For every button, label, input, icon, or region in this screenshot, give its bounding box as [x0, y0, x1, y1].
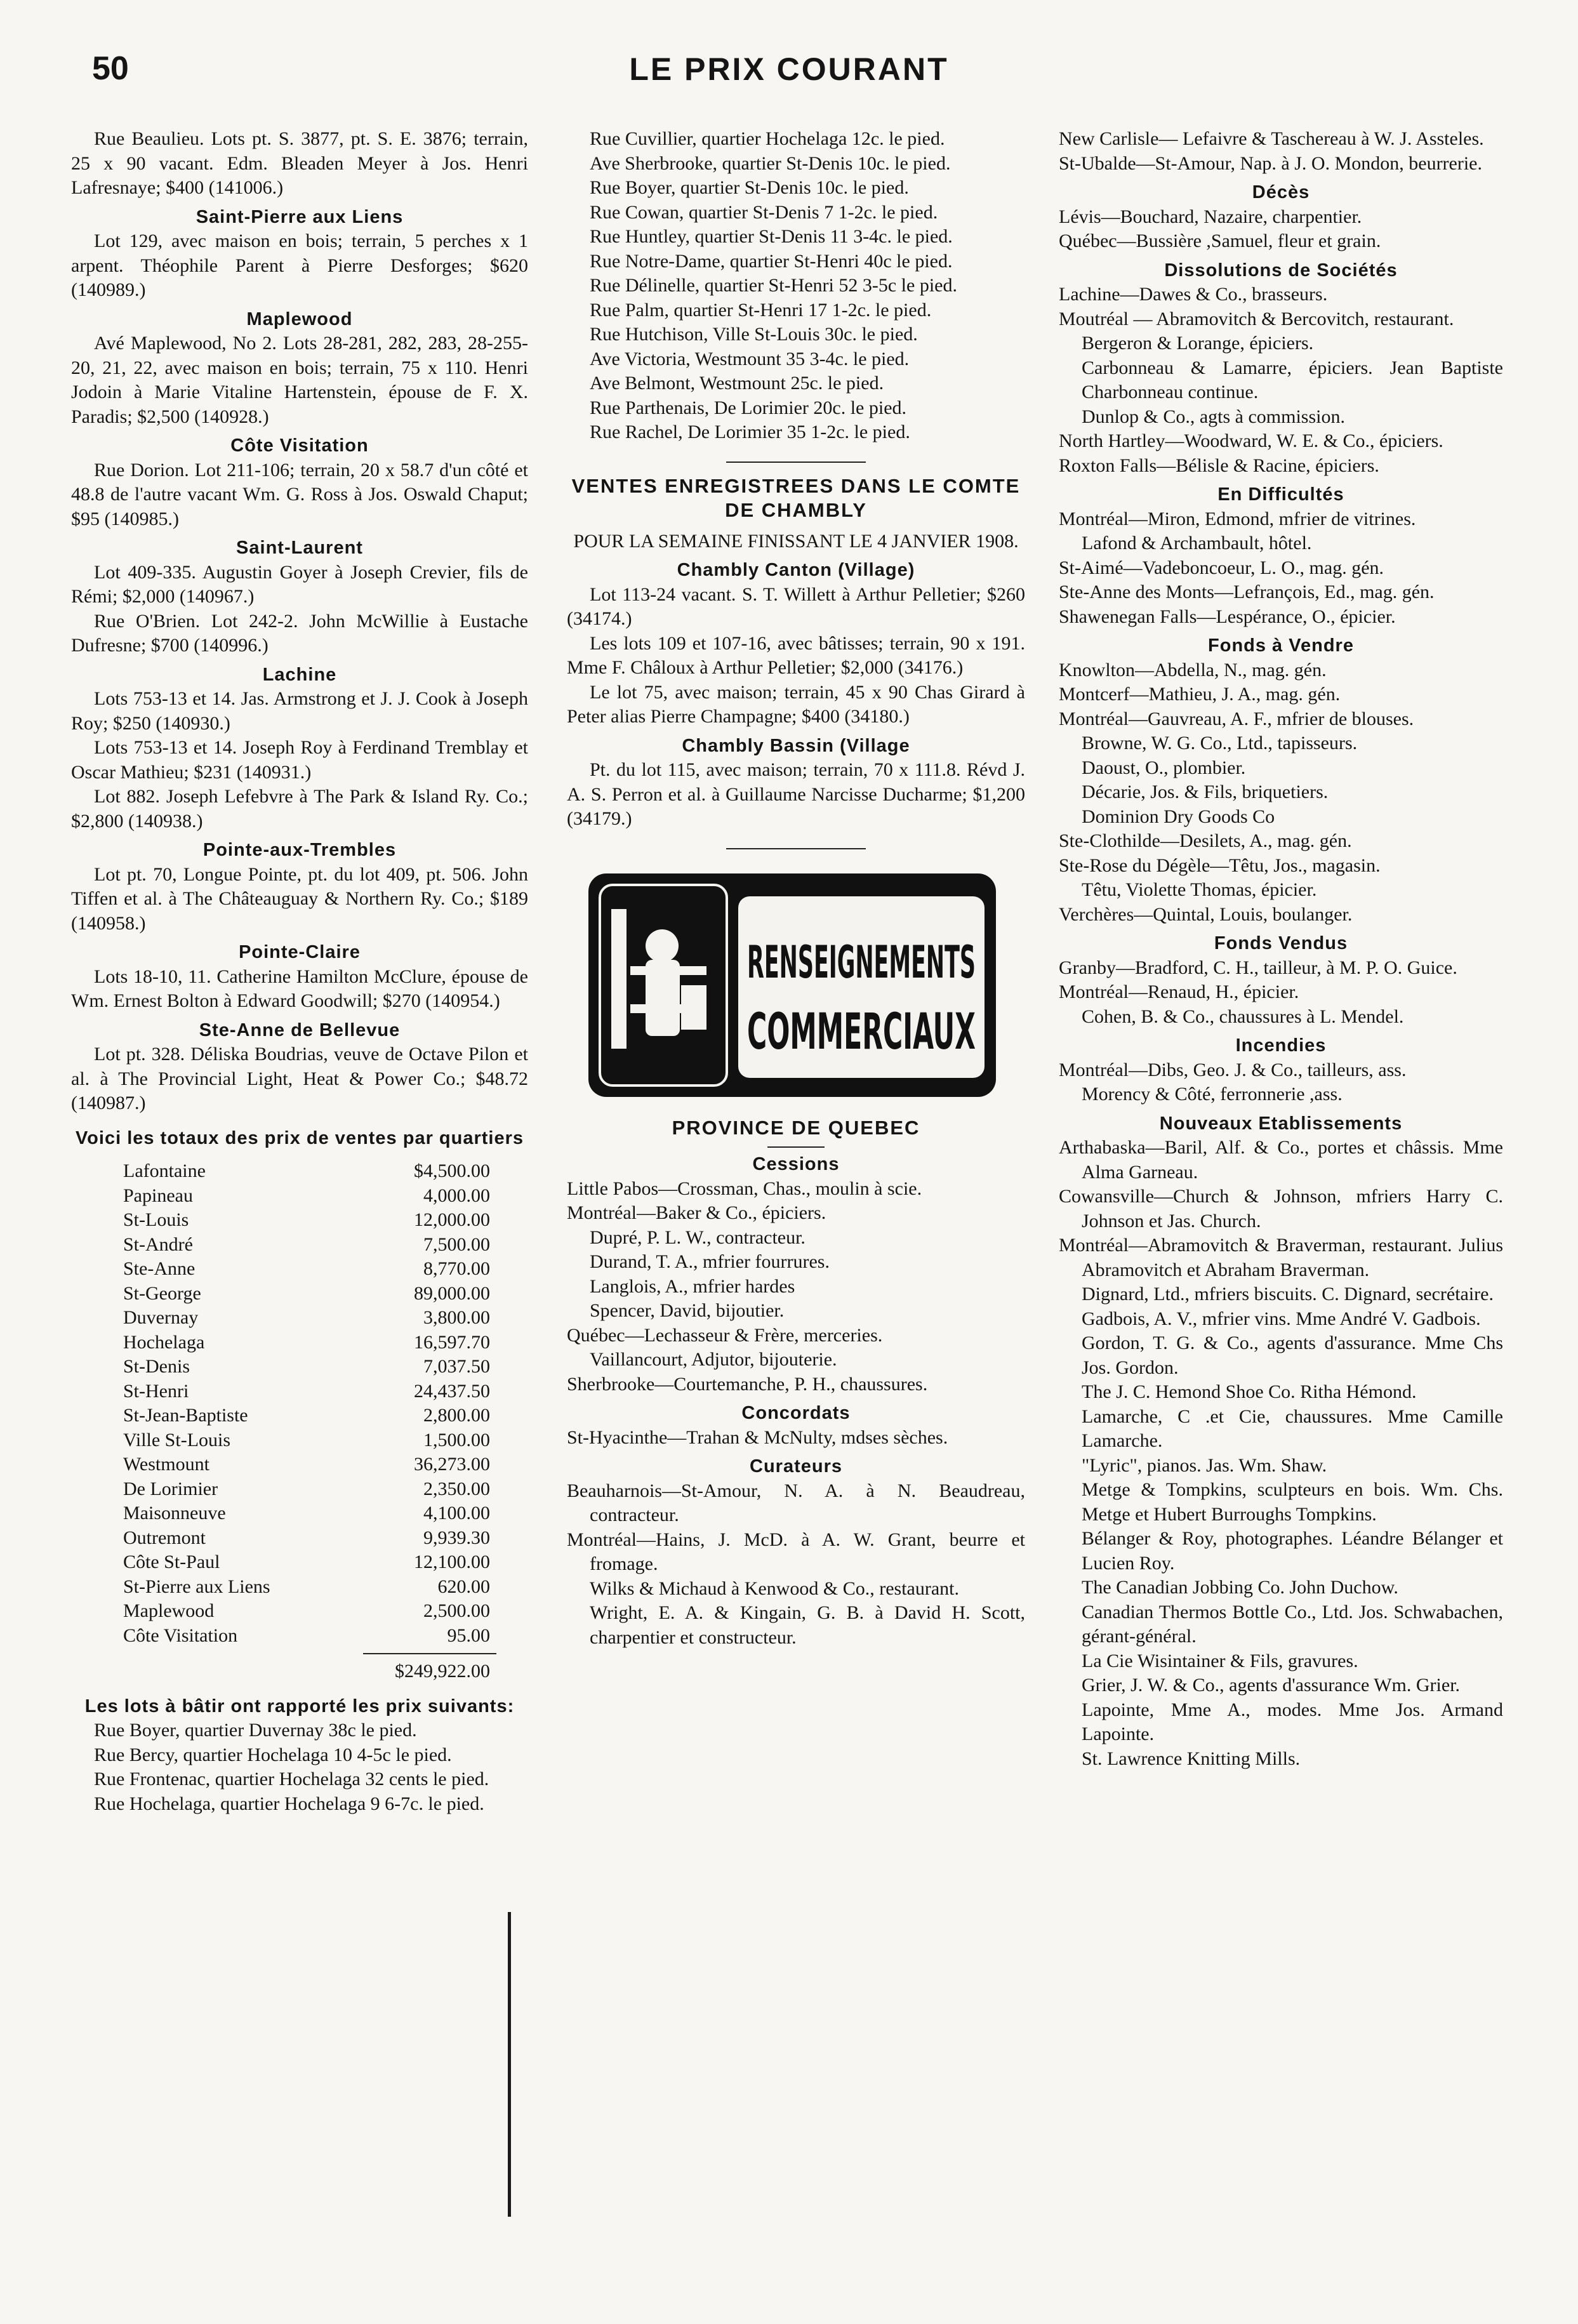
- totals-row: [71, 1282, 490, 1306]
- section-heading: Concordats: [741, 1403, 851, 1423]
- lot-price: Rue Cowan, quartier St-Denis 7 1-2c. le pied.: [590, 201, 938, 223]
- business-entry: Daoust, O., plombier.: [1082, 757, 1246, 778]
- business-entry: Montréal—Abramovitch & Braverman, restaurant. Julius Abramovitch et Abraham Braverman.: [1059, 1235, 1503, 1280]
- section-heading: Nouveaux Etablissements: [1159, 1113, 1403, 1134]
- quartier-name: St-Denis: [123, 1356, 190, 1377]
- quartier-name: St-Pierre aux Liens: [123, 1576, 270, 1597]
- quartier-value: 7,500.00: [423, 1233, 490, 1255]
- quartier-value: 9,939.30: [423, 1527, 490, 1548]
- quartier-value: 4,000.00: [423, 1185, 490, 1206]
- section-heading: Fonds à Vendre: [1208, 635, 1354, 656]
- sale-entry: Lot 129, avec maison en bois; terrain, 5 perches x 1 arpent. Théophile Parent à Pierre Desforges; $620 (140989.): [71, 230, 528, 300]
- quartier-name: Maisonneuve: [123, 1503, 226, 1524]
- quartier-value: 95.00: [447, 1624, 490, 1646]
- quartier-value: 8,770.00: [423, 1258, 490, 1279]
- business-entry: Ste-Rose du Dégèle—Têtu, Jos., magasin.: [1059, 854, 1381, 876]
- sale-entry: Lots 753-13 et 14. Jas. Armstrong et J. J. Cook à Joseph Roy; $250 (140930.): [71, 688, 528, 734]
- totals-row: [71, 1526, 490, 1551]
- quartier-value: 2,500.00: [423, 1600, 490, 1621]
- quartier-value: 2,350.00: [423, 1478, 490, 1499]
- totals-row: [71, 1233, 490, 1258]
- totals-row: [71, 1501, 490, 1526]
- totals-row: [71, 1624, 490, 1649]
- totals-row: [71, 1575, 490, 1600]
- logo-line-2: COMMERCIAUX: [747, 1003, 976, 1061]
- section-rule: [726, 848, 866, 849]
- section-heading: Lachine: [262, 664, 337, 685]
- business-entry: Morency & Côté, ferronnerie ,ass.: [1082, 1084, 1343, 1105]
- business-entry: St. Lawrence Knitting Mills.: [1082, 1748, 1301, 1769]
- lot-price: Rue Boyer, quartier St-Denis 10c. le pied.: [590, 177, 909, 198]
- business-entry: Montréal—Gauvreau, A. F., mfrier de blouses.: [1059, 708, 1414, 729]
- section-heading: Chambly Bassin (Village: [682, 735, 910, 756]
- column-3: [1059, 127, 1503, 1771]
- business-entry: Beauharnois—St-Amour, N. A. à N. Beaudreau, contracteur.: [567, 1480, 1025, 1525]
- business-entry: Têtu, Violette Thomas, épicier.: [1082, 879, 1317, 900]
- chambly-heading: VENTES ENREGISTREES DANS LE COMTE DE CHAMBLY: [571, 474, 1021, 521]
- sale-entry: Lots 18-10, 11. Catherine Hamilton McClure, épouse de Wm. Ernest Bolton à Edward Goodwill; $270 (140954.): [71, 966, 528, 1011]
- business-entry: Lafond & Archambault, hôtel.: [1082, 533, 1312, 554]
- lot-price: Rue Cuvillier, quartier Hochelaga 12c. le pied.: [590, 128, 945, 149]
- quartier-name: Lafontaine: [123, 1160, 206, 1181]
- totals-row: [71, 1208, 490, 1233]
- business-entry: Lévis—Bouchard, Nazaire, charpentier.: [1059, 206, 1362, 227]
- quartier-name: Ste-Anne: [123, 1258, 196, 1279]
- sales-sections: [71, 205, 528, 1116]
- section-heading: Ste-Anne de Bellevue: [199, 1019, 401, 1040]
- business-entry: Verchères—Quintal, Louis, boulanger.: [1059, 903, 1353, 925]
- lot-price: Rue Bercy, quartier Hochelaga 10 4-5c le pied.: [94, 1744, 452, 1765]
- section-heading: Cessions: [752, 1154, 840, 1174]
- quartier-value: 16,597.70: [414, 1331, 490, 1353]
- business-entry: Décarie, Jos. & Fils, briquetiers.: [1082, 781, 1329, 802]
- business-entry: New Carlisle— Lefaivre & Taschereau à W. J. Assteles.: [1059, 128, 1484, 149]
- quartier-value: 4,100.00: [423, 1503, 490, 1524]
- page-number: 50: [92, 50, 129, 87]
- business-entry: Gordon, T. G. & Co., agents d'assurance. Mme Chs Jos. Gordon.: [1082, 1332, 1503, 1378]
- business-entry: Dunlop & Co., agts à commission.: [1082, 406, 1345, 427]
- quartier-value: 12,000.00: [414, 1209, 490, 1230]
- business-entry: Shawenegan Falls—Lespérance, O., épicier.: [1059, 606, 1396, 627]
- totals-row: [71, 1184, 490, 1209]
- lot-price: Rue Boyer, quartier Duvernay 38c le pied.: [94, 1720, 417, 1741]
- logo-svg: [586, 871, 998, 1099]
- business-entry: Bergeron & Lorange, épiciers.: [1082, 333, 1314, 354]
- business-entry: Langlois, A., mfrier hardes: [590, 1275, 795, 1297]
- business-entry: Bélanger & Roy, photographes. Léandre Bélanger et Lucien Roy.: [1082, 1528, 1503, 1574]
- column-2: [567, 127, 1025, 1650]
- quartier-name: St-George: [123, 1282, 201, 1304]
- business-entry: Roxton Falls—Bélisle & Racine, épiciers.: [1059, 455, 1379, 476]
- business-entry: Lamarche, C .et Cie, chaussures. Mme Camille Lamarche.: [1082, 1405, 1503, 1451]
- section-heading: En Difficultés: [1217, 484, 1344, 505]
- intro-paragraph: Rue Beaulieu. Lots pt. S. 3877, pt. S. E. 3876; terrain, 25 x 90 vacant. Edm. Bleaden Meyer à Jos. Henri Lafresnaye; $400 (141006.): [71, 128, 528, 198]
- section-heading: Saint-Pierre aux Liens: [196, 206, 404, 227]
- business-entry: Durand, T. A., mfrier fourrures.: [590, 1251, 830, 1272]
- business-entry: St-Hyacinthe—Trahan & McNulty, mdses sèches.: [567, 1426, 948, 1448]
- totals-row: [71, 1550, 490, 1575]
- quartier-name: Westmount: [123, 1454, 209, 1475]
- lot-price: Ave Sherbrooke, quartier St-Denis 10c. le pied.: [590, 152, 951, 174]
- quartier-value: 3,800.00: [423, 1307, 490, 1328]
- section-heading: Pointe-Claire: [239, 942, 361, 962]
- lot-price: Rue Notre-Dame, quartier St-Henri 40c le pied.: [590, 250, 953, 272]
- business-sections: [1059, 180, 1503, 1771]
- sale-entry: Les lots 109 et 107-16, avec bâtisses; terrain, 90 x 191. Mme F. Châloux à Arthur Pelletier; $2,000 (34176.): [567, 632, 1025, 678]
- quartier-value: 12,100.00: [414, 1551, 490, 1572]
- lot-price: Rue Hutchison, Ville St-Louis 30c. le pied.: [590, 324, 918, 345]
- totals-row: [71, 1379, 490, 1404]
- business-entry: Montréal—Miron, Edmond, mfrier de vitrines.: [1059, 508, 1416, 529]
- section-rule: [767, 1146, 825, 1148]
- business-entry: Cowansville—Church & Johnson, mfriers Harry C. Johnson et Jas. Church.: [1059, 1186, 1503, 1232]
- business-entry: Arthabaska—Baril, Alf. & Co., portes et châssis. Mme Alma Garneau.: [1059, 1137, 1503, 1183]
- totals-row: [71, 1257, 490, 1282]
- quartier-name: Côte St-Paul: [123, 1551, 220, 1572]
- business-entry: Cohen, B. & Co., chaussures à L. Mendel.: [1082, 1006, 1404, 1027]
- totals-row: [71, 1159, 490, 1184]
- business-entry: Montcerf—Mathieu, J. A., mag. gén.: [1059, 684, 1341, 705]
- quartier-name: Côte Visitation: [123, 1624, 238, 1646]
- business-entry: Montréal—Baker & Co., épiciers.: [567, 1202, 826, 1223]
- totals-row: [71, 1404, 490, 1428]
- quartier-name: St-Henri: [123, 1380, 189, 1402]
- section-heading: Maplewood: [246, 309, 353, 329]
- chambly-sections: [567, 558, 1025, 832]
- section-heading: Côte Visitation: [230, 435, 369, 456]
- sale-entry: Lots 753-13 et 14. Joseph Roy à Ferdinand Tremblay et Oscar Mathieu; $231 (140931.): [71, 737, 528, 783]
- business-entry: Dominion Dry Goods Co: [1082, 806, 1275, 827]
- quartier-value: 36,273.00: [414, 1454, 490, 1475]
- totals-row: [71, 1452, 490, 1477]
- section-heading: Saint-Laurent: [236, 538, 363, 558]
- section-heading: Incendies: [1235, 1035, 1327, 1056]
- business-entry: Montréal—Hains, J. McD. à A. W. Grant, beurre et fromage.: [567, 1529, 1025, 1574]
- province-heading: PROVINCE DE QUEBEC: [672, 1116, 920, 1139]
- column-1: [71, 127, 528, 1816]
- business-entry: Canadian Thermos Bottle Co., Ltd. Jos. Schwabachen, gérant-général.: [1082, 1601, 1503, 1647]
- sale-entry: Lot 882. Joseph Lefebvre à The Park & Island Ry. Co.; $2,800 (140938.): [71, 786, 528, 832]
- business-entry: The Canadian Jobbing Co. John Duchow.: [1082, 1577, 1398, 1598]
- quartier-value: 2,800.00: [423, 1405, 490, 1426]
- quartier-value: $4,500.00: [414, 1160, 490, 1181]
- lots-list: [71, 1718, 528, 1816]
- quartier-name: Hochelaga: [123, 1331, 205, 1353]
- business-entry: Ste-Anne des Monts—Lefrançois, Ed., mag. gén.: [1059, 581, 1435, 602]
- curateurs-continued: [1059, 127, 1503, 176]
- business-entry: Lapointe, Mme A., modes. Mme Jos. Armand Lapointe.: [1082, 1699, 1503, 1744]
- business-entry: Browne, W. G. Co., Ltd., tapisseurs.: [1082, 733, 1358, 754]
- section-heading: Chambly Canton (Village): [677, 560, 915, 580]
- quartier-name: Outremont: [123, 1527, 206, 1548]
- lot-price: Rue Parthenais, De Lorimier 20c. le pied.: [590, 397, 907, 418]
- sale-entry: Pt. du lot 115, avec maison; terrain, 70 x 111.8. Révd J. A. S. Perron et al. à Guillaume Narcisse Ducharme; $1,200 (34179.): [567, 759, 1025, 829]
- quartier-name: St-Louis: [123, 1209, 189, 1230]
- lot-price: Rue Hochelaga, quartier Hochelaga 9 6-7c. le pied.: [94, 1793, 484, 1814]
- lot-price: Rue Rachel, De Lorimier 35 1-2c. le pied.: [590, 422, 910, 442]
- quartier-value: 7,037.50: [423, 1356, 490, 1377]
- business-entry: Carbonneau & Lamarre, épiciers. Jean Baptiste Charbonneau continue.: [1082, 357, 1503, 402]
- section-heading: Pointe-aux-Trembles: [202, 840, 397, 860]
- quartier-name: Maplewood: [123, 1600, 215, 1621]
- running-title: LE PRIX COURANT: [629, 51, 949, 87]
- renseignements-commerciaux-logo: [586, 871, 998, 1099]
- sale-entry: Rue Dorion. Lot 211-106; terrain, 20 x 58.7 d'un côté et 48.8 de l'autre vacant Wm. G. Ross à Jos. Oswald Chaput; $95 (140985.): [71, 459, 528, 529]
- totals-row: [71, 1331, 490, 1355]
- business-entry: St-Aimé—Vadeboncoeur, L. O., mag. gén.: [1059, 557, 1384, 578]
- sale-entry: Lot 113-24 vacant. S. T. Willett à Arthur Pelletier; $260 (34174.): [567, 583, 1025, 629]
- business-entry: Lachine—Dawes & Co., brasseurs.: [1059, 284, 1328, 305]
- business-entry: The J. C. Hemond Shoe Co. Ritha Hémond.: [1082, 1381, 1417, 1402]
- quartier-name: De Lorimier: [123, 1478, 218, 1499]
- business-entry: Metge & Tompkins, sculpteurs en bois. Wm. Chs. Metge et Hubert Burroughs Tompkins.: [1082, 1479, 1503, 1525]
- total-rule: [363, 1653, 496, 1654]
- quartier-value: 89,000.00: [414, 1282, 490, 1304]
- business-entry: "Lyric", pianos. Jas. Wm. Shaw.: [1082, 1454, 1327, 1476]
- totals-row: [71, 1477, 490, 1502]
- business-entry: Wilks & Michaud à Kenwood & Co., restaurant.: [590, 1577, 960, 1599]
- business-entry: Wright, E. A. & Kingain, G. B. à David H. Scott, charpentier et constructeur.: [590, 1602, 1025, 1648]
- sale-entry: Rue O'Brien. Lot 242-2. John McWillie à Eustache Dufresne; $700 (140996.): [71, 610, 528, 656]
- business-entry: Montréal—Dibs, Geo. J. & Co., tailleurs, ass.: [1059, 1059, 1407, 1080]
- quartier-name: Duvernay: [123, 1307, 199, 1328]
- column-rule: [508, 1912, 511, 2217]
- section-rule: [726, 461, 866, 463]
- chambly-week: POUR LA SEMAINE FINISSANT LE 4 JANVIER 1908.: [573, 530, 1019, 552]
- section-heading: Décès: [1252, 182, 1310, 203]
- business-entry: St-Ubalde—St-Amour, Nap. à J. O. Mondon, beurrerie.: [1059, 152, 1483, 174]
- quartier-value: 1,500.00: [423, 1429, 490, 1451]
- sale-entry: Lot pt. 70, Longue Pointe, pt. du lot 409, pt. 506. John Tiffen et al. à The Châteauguay & Northern Ry. Co.; $189 (140958.): [71, 863, 528, 934]
- section-heading: Curateurs: [750, 1456, 842, 1477]
- business-entry: Gadbois, A. V., mfrier vins. Mme André V. Gadbois.: [1082, 1308, 1481, 1329]
- business-entry: Montréal—Renaud, H., épicier.: [1059, 981, 1299, 1002]
- quartier-name: Papineau: [123, 1185, 193, 1206]
- quartier-name: St-Jean-Baptiste: [123, 1405, 248, 1426]
- lots-heading: Les lots à bâtir ont rapporté les prix suivants:: [84, 1696, 515, 1716]
- quartier-name: Ville St-Louis: [123, 1429, 231, 1451]
- lot-price: Rue Délinelle, quartier St-Henri 52 3-5c le pied.: [590, 275, 957, 296]
- totals-row: [71, 1306, 490, 1331]
- section-heading: Fonds Vendus: [1214, 933, 1348, 953]
- totals-row: [71, 1355, 490, 1379]
- business-entry: Québec—Bussière ,Samuel, fleur et grain.: [1059, 230, 1381, 251]
- business-entry: Little Pabos—Crossman, Chas., moulin à scie.: [567, 1178, 922, 1199]
- quartier-value: 24,437.50: [414, 1380, 490, 1402]
- sale-entry: Lot pt. 328. Déliska Boudrias, veuve de Octave Pilon et al. à The Provincial Light, Heat & Power Co.; $48.72 (140987.): [71, 1044, 528, 1113]
- quartier-name: St-André: [123, 1233, 193, 1255]
- lot-price: Rue Frontenac, quartier Hochelaga 32 cents le pied.: [94, 1769, 489, 1789]
- lot-price: Rue Palm, quartier St-Henri 17 1-2c. le pied.: [590, 299, 932, 321]
- lot-price: Ave Belmont, Westmount 25c. le pied.: [590, 373, 884, 394]
- section-heading: Dissolutions de Sociétés: [1164, 260, 1398, 281]
- business-entry: Spencer, David, bijoutier.: [590, 1300, 785, 1321]
- totals-table: [71, 1159, 490, 1648]
- business-entry: Granby—Bradford, C. H., tailleur, à M. P. O. Guice.: [1059, 957, 1457, 978]
- lot-prices-list: [567, 127, 1025, 445]
- totals-row: [71, 1599, 490, 1624]
- sale-entry: Avé Maplewood, No 2. Lots 28-281, 282, 283, 28-255-20, 21, 22, avec maison en bois; terrain, 75 x 110. Henri Jodoin à Marie Vitaline Hartenstein, épouse de F. X. Paradis; $2,500 (140928.): [71, 333, 528, 427]
- sale-entry: Le lot 75, avec maison; terrain, 45 x 90 Chas Girard à Peter alias Pierre Champagne; $400 (34180.): [567, 681, 1025, 727]
- lot-price: Ave Victoria, Westmount 35 3-4c. le pied.: [590, 348, 910, 369]
- business-entry: Ste-Clothilde—Desilets, A., mag. gén.: [1059, 830, 1352, 851]
- business-entry: Grier, J. W. & Co., agents d'assurance Wm. Grier.: [1082, 1675, 1461, 1696]
- business-entry: Dignard, Ltd., mfriers biscuits. C. Dignard, secrétaire.: [1082, 1284, 1494, 1305]
- business-entry: Knowlton—Abdella, N., mag. gén.: [1059, 659, 1327, 681]
- business-entry: Moutréal — Abramovitch & Bercovitch, restaurant.: [1059, 308, 1454, 329]
- grand-total: $249,922.00: [395, 1661, 490, 1682]
- business-entry: North Hartley—Woodward, W. E. & Co., épiciers.: [1059, 430, 1443, 451]
- business-entry: Sherbrooke—Courtemanche, P. H., chaussures.: [567, 1373, 928, 1395]
- logo-line-1: RENSEIGNEMENTS: [747, 936, 976, 988]
- business-entry: La Cie Wisintainer & Fils, gravures.: [1082, 1650, 1358, 1671]
- province-sections: [567, 1152, 1025, 1650]
- totals-row: [71, 1428, 490, 1453]
- lot-price: Rue Huntley, quartier St-Denis 11 3-4c. le pied.: [590, 226, 953, 247]
- sale-entry: Lot 409-335. Augustin Goyer à Joseph Crevier, fils de Rémi; $2,000 (140967.): [71, 561, 528, 607]
- business-entry: Dupré, P. L. W., contracteur.: [590, 1226, 806, 1248]
- business-entry: Québec—Lechasseur & Frère, merceries.: [567, 1324, 883, 1346]
- quartier-value: 620.00: [437, 1576, 490, 1597]
- totals-heading: Voici les totaux des prix de ventes par quartiers: [75, 1127, 524, 1148]
- business-entry: Vaillancourt, Adjutor, bijouterie.: [590, 1349, 837, 1370]
